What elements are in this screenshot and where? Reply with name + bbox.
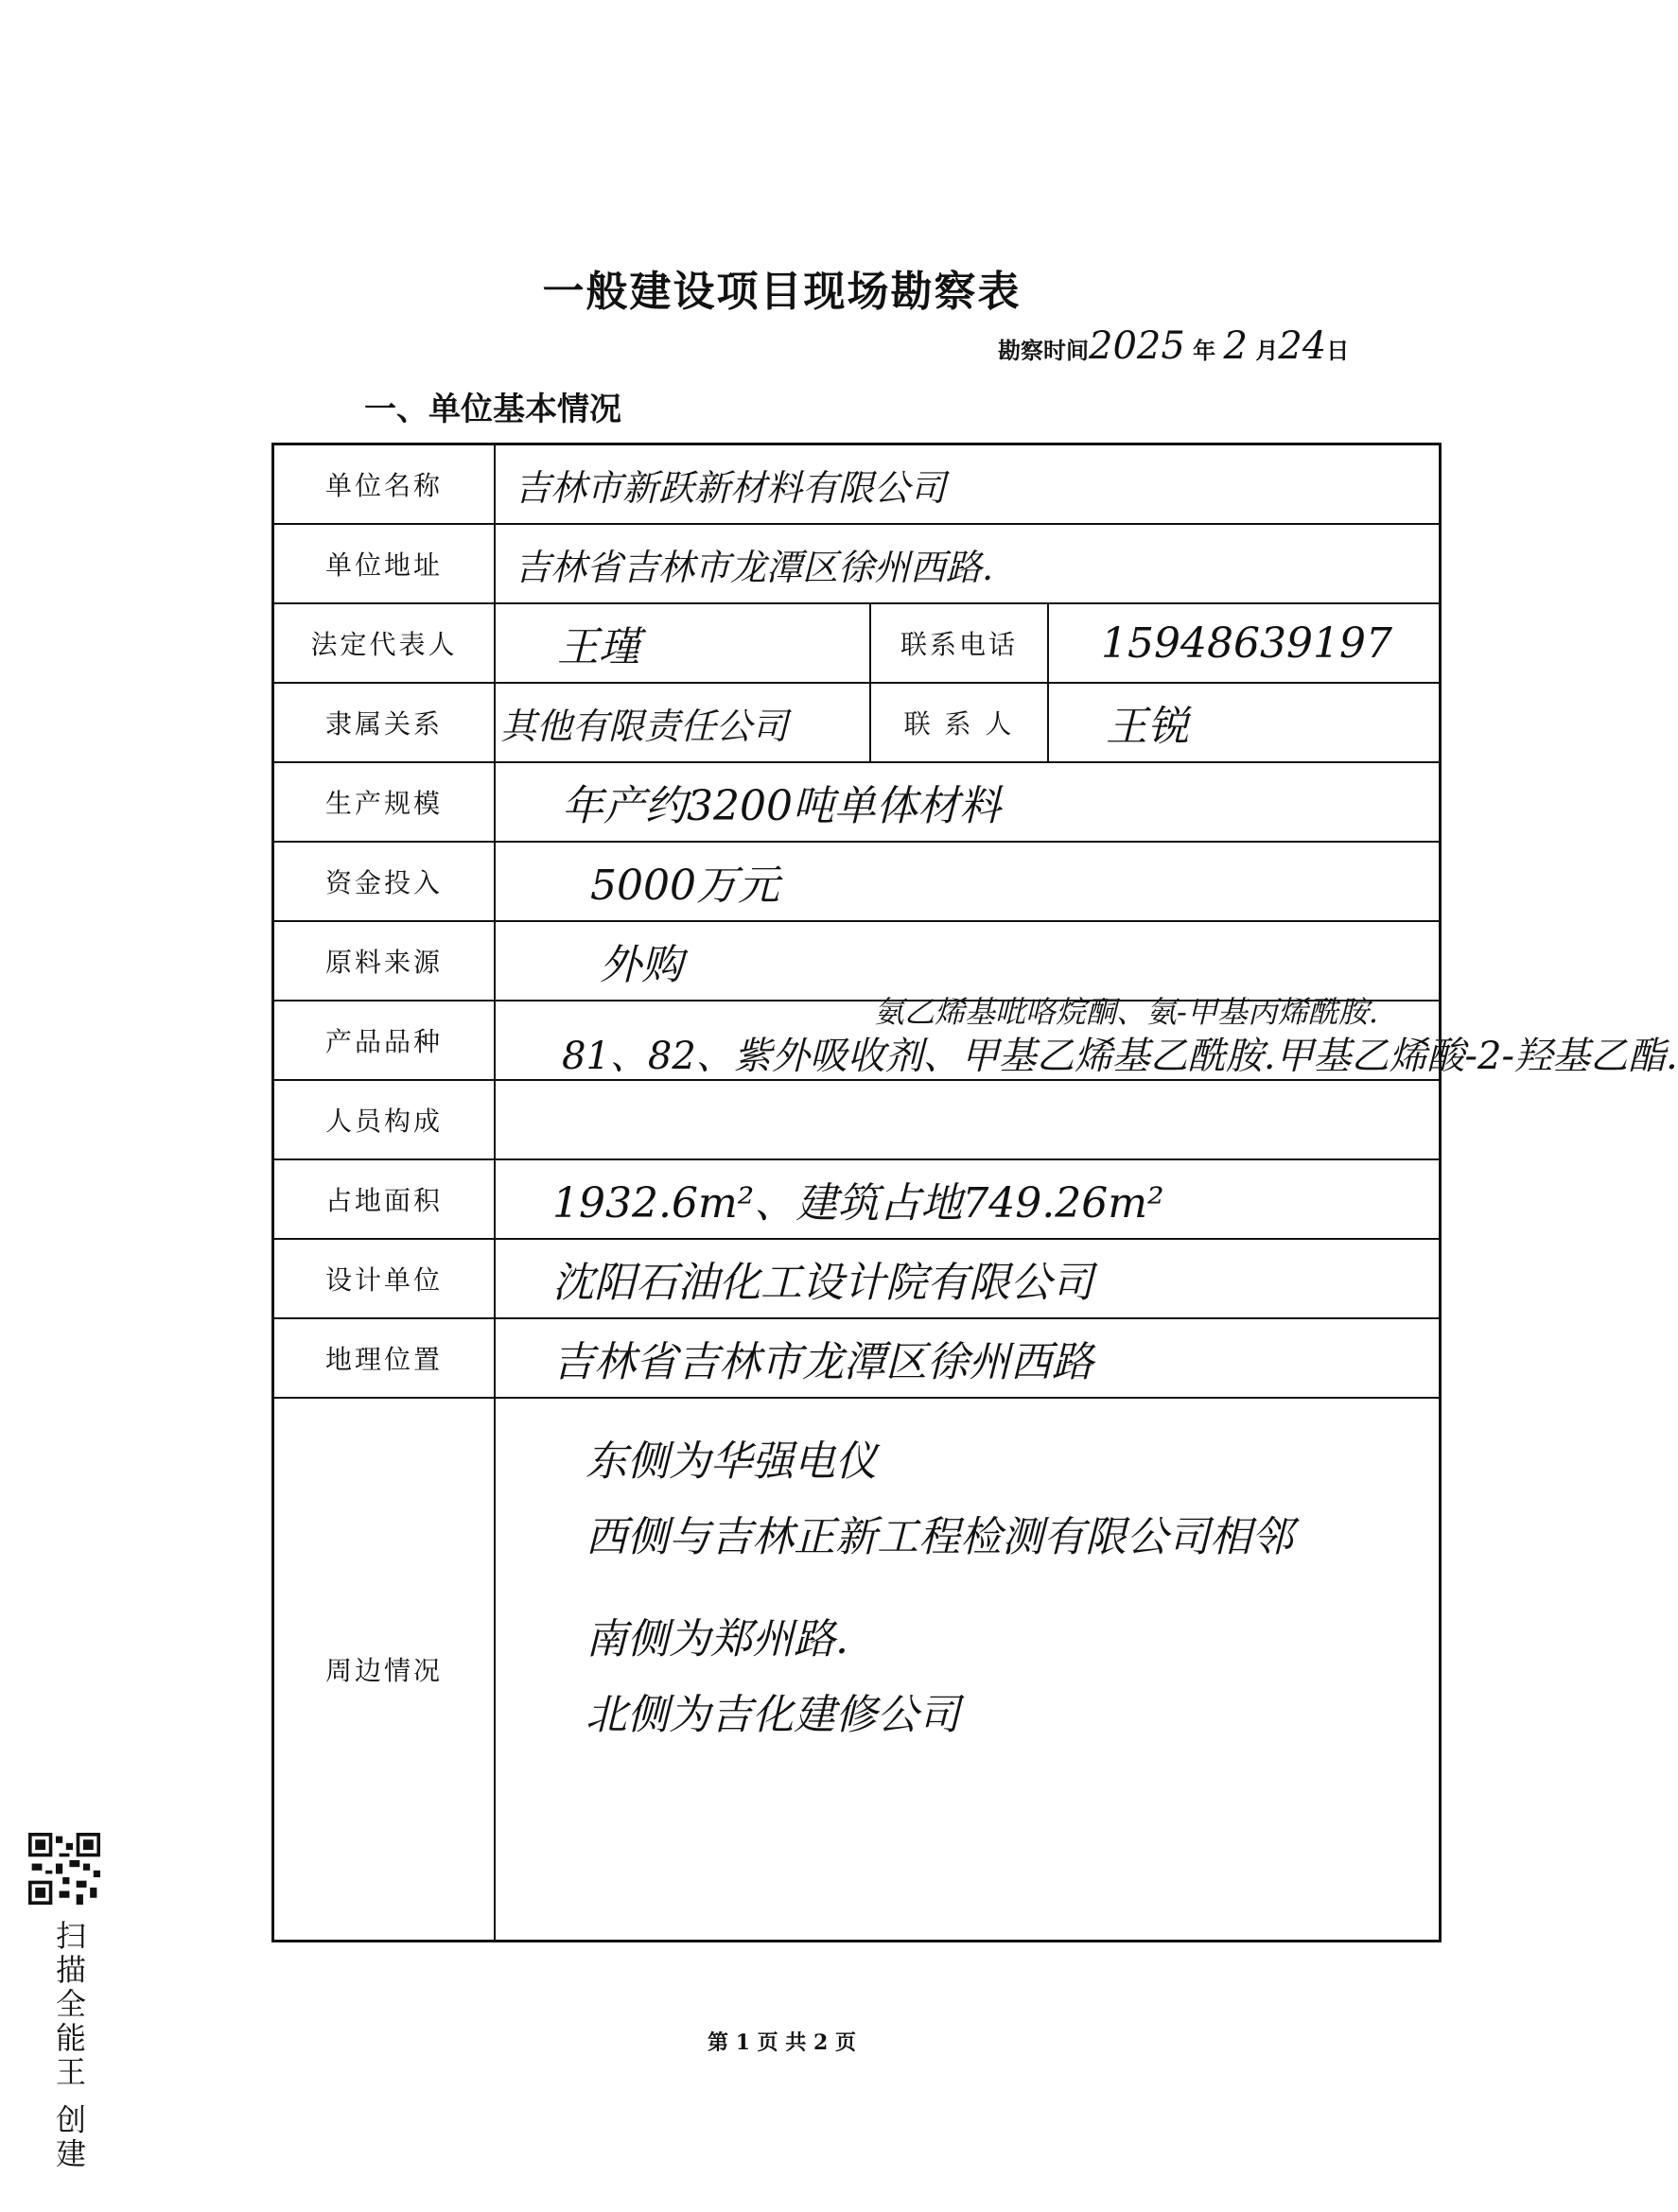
page-title: 一般建设项目现场勘察表 (542, 268, 1022, 316)
survey-date (998, 324, 1349, 368)
products-value-top: 氨乙烯基吡咯烷酮、氨-甲基丙烯酰胺. (874, 994, 1378, 1030)
affiliation-value: 其他有限责任公司 (496, 684, 871, 761)
location-label: 地理位置 (274, 1319, 496, 1397)
qr-code-icon (28, 1833, 100, 1905)
area-value: 1932.6m²、建筑占地749.26m² (552, 1179, 1164, 1228)
survey-month: 2 (1223, 324, 1248, 368)
design-unit-label: 设计单位 (274, 1240, 496, 1317)
products-value (496, 994, 1678, 1079)
products-value-main: 81、82、紫外吸收剂、甲基乙烯基乙酰胺.甲基乙烯酸-2-羟基乙酯. (562, 1035, 1678, 1078)
surroundings-north: 北侧为吉化建修公司 (586, 1691, 960, 1739)
surroundings-label: 周边情况 (274, 1399, 496, 1940)
survey-form-table (271, 443, 1678, 1942)
survey-day: 24 (1278, 324, 1327, 368)
row-unit-address (274, 525, 1439, 604)
surroundings-south: 南侧为郑州路. (586, 1615, 848, 1663)
personnel-label: 人员构成 (274, 1081, 496, 1158)
contact-value: 王锐 (1106, 703, 1189, 751)
scanner-brand-watermark: 扫描全能王 创建 (51, 1920, 87, 2172)
survey-year-unit: 年 (1193, 338, 1216, 364)
legal-rep-label: 法定代表人 (274, 604, 496, 682)
row-investment (274, 843, 1439, 922)
production-scale-label: 生产规模 (274, 763, 496, 841)
production-scale-value: 年产约3200吨单体材料 (562, 782, 1001, 830)
row-design-unit (274, 1240, 1439, 1319)
investment-label: 资金投入 (274, 843, 496, 920)
row-unit-name (274, 445, 1439, 525)
unit-address-label: 单位地址 (274, 525, 496, 602)
legal-rep-value: 王瑾 (496, 604, 871, 682)
phone-label: 联系电话 (871, 604, 1049, 682)
investment-value: 5000万元 (590, 862, 779, 910)
row-affiliation (274, 684, 1439, 763)
row-area (274, 1160, 1439, 1240)
survey-year: 2025 (1089, 324, 1185, 368)
contact-label: 联 系 人 (871, 684, 1049, 761)
unit-name-label: 单位名称 (274, 445, 496, 523)
phone-value: 15948639197 (1101, 618, 1392, 668)
unit-name-value: 吉林市新跃新材料有限公司 (515, 466, 947, 509)
design-unit-value: 沈阳石油化工设计院有限公司 (552, 1259, 1093, 1307)
row-personnel (274, 1081, 1439, 1160)
surroundings-east: 东侧为华强电仪 (586, 1437, 877, 1486)
row-legal-rep (274, 604, 1439, 684)
personnel-value (496, 1081, 1439, 1158)
raw-material-value: 外购 (600, 941, 683, 989)
row-products (274, 994, 1678, 1081)
row-production-scale (274, 763, 1439, 843)
page-number: 第 1 页 共 2 页 (708, 2030, 856, 2055)
area-label: 占地面积 (274, 1160, 496, 1238)
surroundings-value (496, 1399, 1439, 1940)
unit-address-value: 吉林省吉林市龙潭区徐州西路. (515, 546, 994, 588)
row-location (274, 1319, 1439, 1399)
location-value: 吉林省吉林市龙潭区徐州西路 (552, 1338, 1093, 1386)
survey-month-unit: 月 (1255, 338, 1279, 364)
survey-date-label: 勘察时间 (998, 338, 1089, 364)
raw-material-label: 原料来源 (274, 922, 496, 1000)
products-label: 产品品种 (274, 1001, 496, 1079)
survey-day-unit: 日 (1326, 338, 1350, 364)
section-heading: 一、单位基本情况 (364, 391, 621, 428)
row-surroundings (274, 1399, 1439, 1940)
affiliation-label: 隶属关系 (274, 684, 496, 761)
surroundings-west: 西侧与吉林正新工程检测有限公司相邻 (586, 1513, 1293, 1561)
